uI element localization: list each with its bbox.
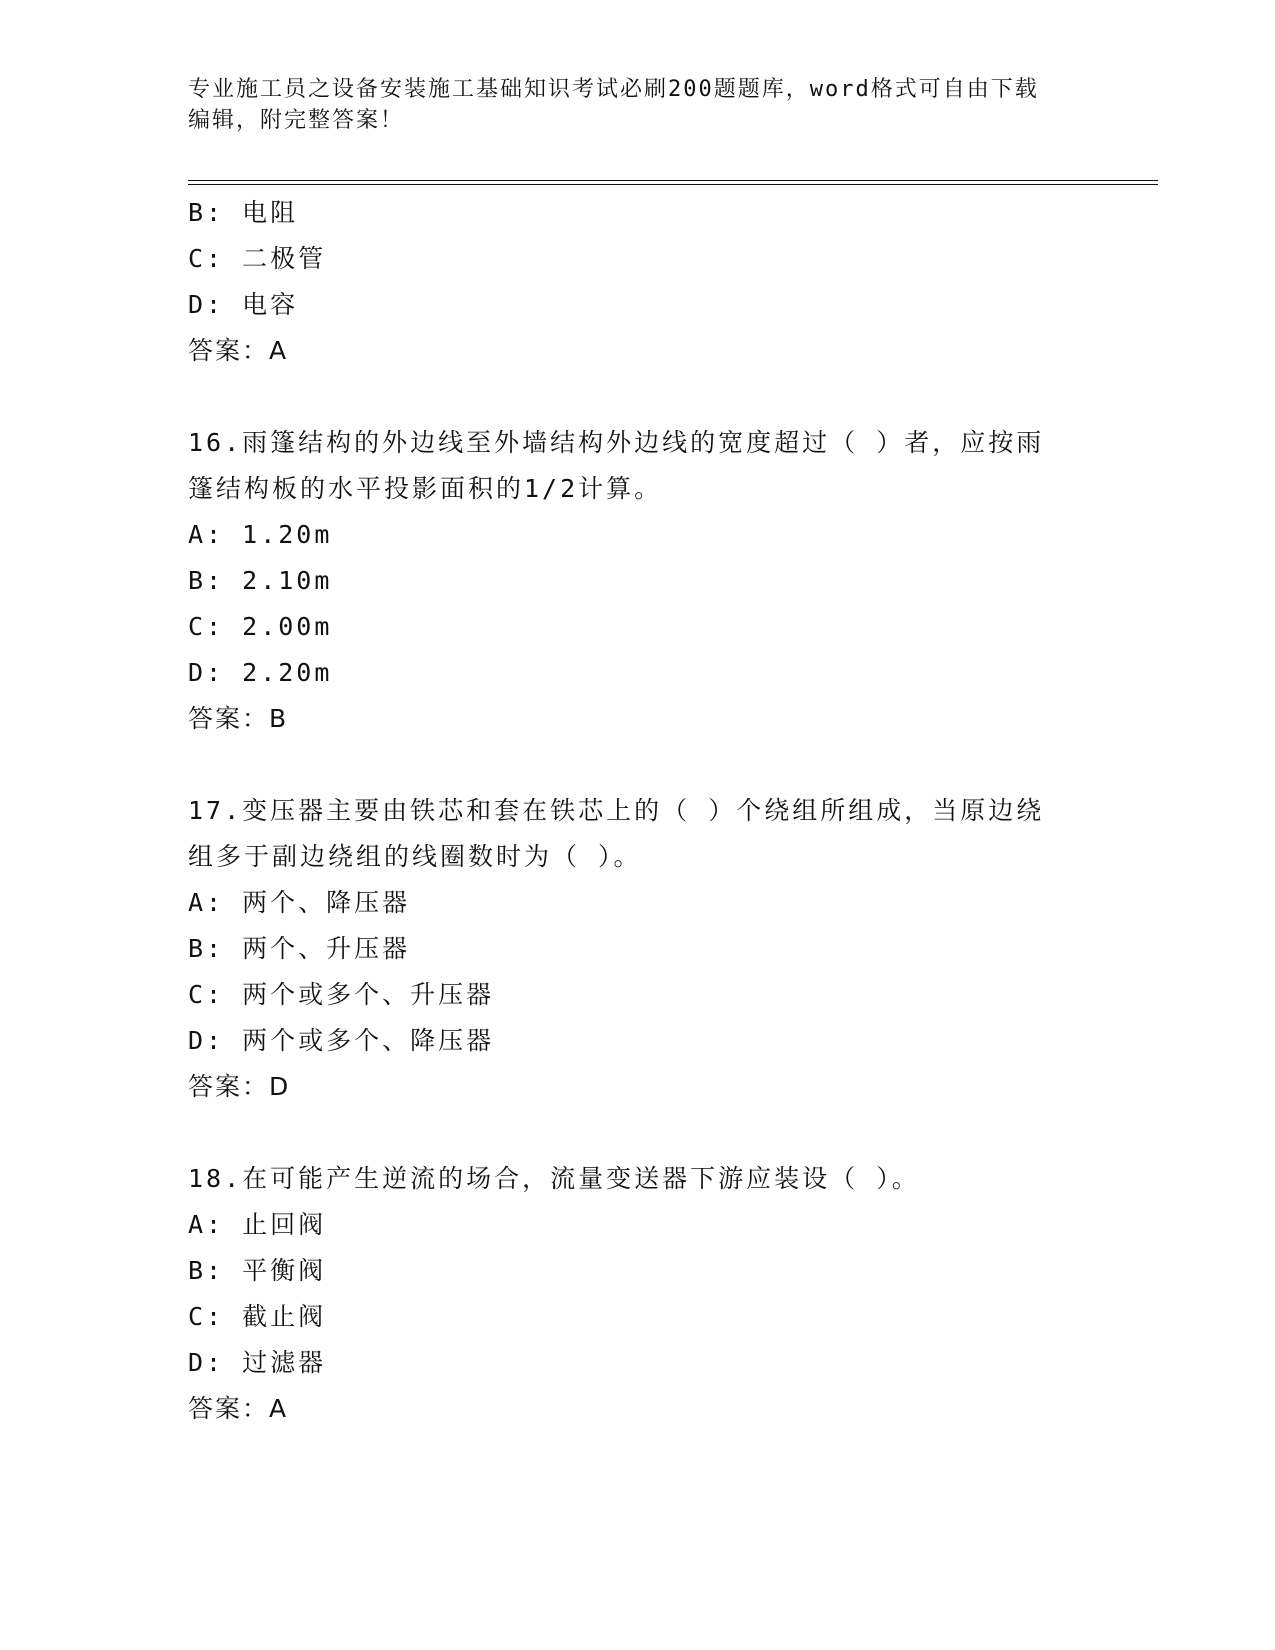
- question-stem-line-1: 16.雨篷结构的外边线至外墙结构外边线的宽度超过（ ）者，应按雨: [188, 428, 1045, 457]
- option-b: B: 平衡阀: [188, 1256, 327, 1285]
- question-17: [188, 788, 1088, 1110]
- option-c: C: 二极管: [188, 244, 327, 273]
- option-b: B: 2.10m: [188, 566, 333, 595]
- option-c: C: 两个或多个、升压器: [188, 980, 495, 1009]
- option-d: D: 2.20m: [188, 658, 333, 687]
- header-line-1: 专业施工员之设备安装施工基础知识考试必刷200题题库，word格式可自由下载: [188, 77, 1039, 102]
- answer-line: 答案：A: [188, 336, 289, 365]
- question-stem-line-1: 18.在可能产生逆流的场合，流量变送器下游应装设（ ）。: [188, 1164, 920, 1193]
- question-stem-line-2: 篷结构板的水平投影面积的1/2计算。: [188, 474, 663, 503]
- header-line-2: 编辑，附完整答案！: [188, 108, 405, 133]
- header-divider-bottom: [188, 184, 1158, 185]
- prev-question: [188, 190, 1088, 374]
- question-stem-line-2: 组多于副边绕组的线圈数时为（ ）。: [188, 842, 642, 871]
- option-d: D: 过滤器: [188, 1348, 327, 1377]
- answer-line: 答案：B: [188, 704, 289, 733]
- header-divider-top: [188, 180, 1158, 181]
- option-a: A: 1.20m: [188, 520, 333, 549]
- question-16: [188, 420, 1088, 742]
- option-d: D: 两个或多个、降压器: [188, 1026, 495, 1055]
- spacer: [188, 1110, 1088, 1156]
- document-header: [188, 74, 1068, 136]
- answer-line: 答案：D: [188, 1072, 291, 1101]
- option-b: B: 电阻: [188, 198, 299, 227]
- option-d: D: 电容: [188, 290, 299, 319]
- question-list: [188, 190, 1088, 1432]
- spacer: [188, 374, 1088, 420]
- question-18: [188, 1156, 1088, 1432]
- answer-line: 答案：A: [188, 1394, 289, 1423]
- question-stem-line-1: 17.变压器主要由铁芯和套在铁芯上的（ ）个绕组所组成，当原边绕: [188, 796, 1045, 825]
- option-a: A: 两个、降压器: [188, 888, 411, 917]
- option-b: B: 两个、升压器: [188, 934, 411, 963]
- option-a: A: 止回阀: [188, 1210, 327, 1239]
- spacer: [188, 742, 1088, 788]
- option-c: C: 2.00m: [188, 612, 333, 641]
- option-c: C: 截止阀: [188, 1302, 327, 1331]
